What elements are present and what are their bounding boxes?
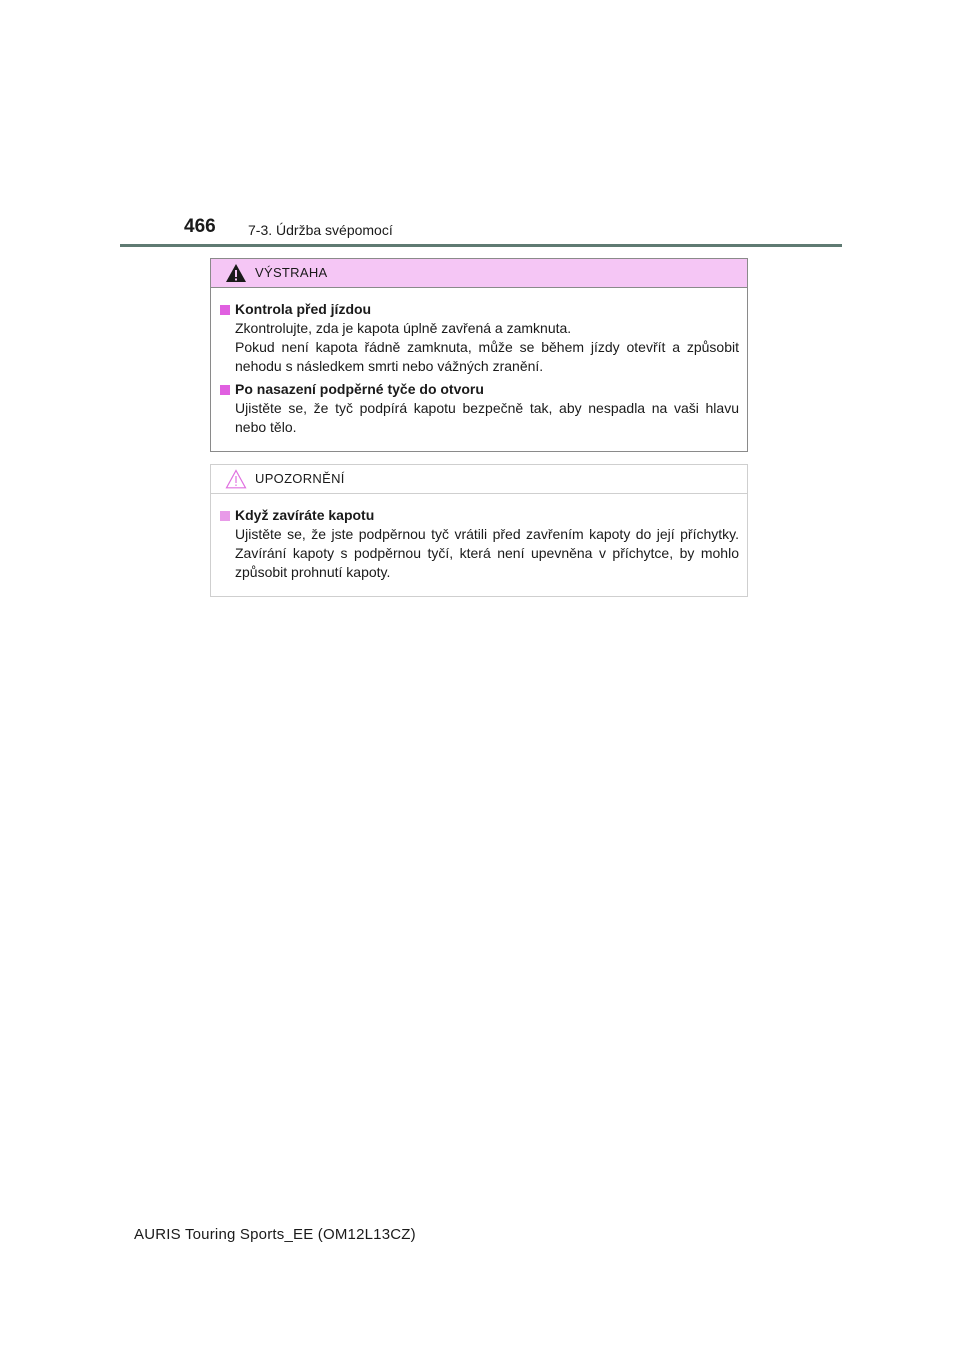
caution-header <box>211 465 747 494</box>
warning-triangle-filled-icon <box>225 263 247 283</box>
caution-item-text: Ujistěte se, že jste podpěrnou tyč vrátili před zavřením kapoty do její příchytky. Zavírání kapoty s podpěrnou tyčí, která není upevněna v příchytce, by mohlo způsobit prohnutí kapoty. <box>235 526 739 580</box>
square-bullet-icon <box>220 511 230 521</box>
header-rule <box>120 244 842 247</box>
section-title: 7-3. Údržba svépomocí <box>248 222 393 238</box>
warning-body <box>211 288 747 437</box>
warning-box <box>210 258 748 452</box>
warning-item-2 <box>218 380 739 437</box>
square-bullet-icon <box>220 305 230 315</box>
warning-item-title: Kontrola před jízdou <box>235 301 372 317</box>
caution-item-title: Když zavíráte kapotu <box>235 507 375 523</box>
warning-item-text: Ujistěte se, že tyč podpírá kapotu bezpečně tak, aby nespadla na vaši hlavu nebo tělo. <box>235 400 739 435</box>
caution-box <box>210 464 748 597</box>
caution-label: UPOZORNĚNÍ <box>255 471 345 486</box>
warning-item-text: Zkontrolujte, zda je kapota úplně zavřená a zamknuta. <box>235 320 572 336</box>
warning-item-title: Po nasazení podpěrné tyče do otvoru <box>235 381 484 397</box>
warning-header <box>211 259 747 288</box>
warning-item-1 <box>218 300 739 376</box>
warning-label: VÝSTRAHA <box>255 265 328 280</box>
warning-item-text: Pokud není kapota řádně zamknuta, může se během jízdy otevřít a způsobit nehodu s následkem smrti nebo vážných zranění. <box>235 339 739 374</box>
page-number: 466 <box>184 216 216 237</box>
square-bullet-icon <box>220 385 230 395</box>
caution-item-1 <box>218 506 739 582</box>
caution-triangle-outline-icon <box>225 469 247 489</box>
caution-body <box>211 494 747 582</box>
footer-model: AURIS Touring Sports_EE (OM12L13CZ) <box>134 1226 416 1243</box>
